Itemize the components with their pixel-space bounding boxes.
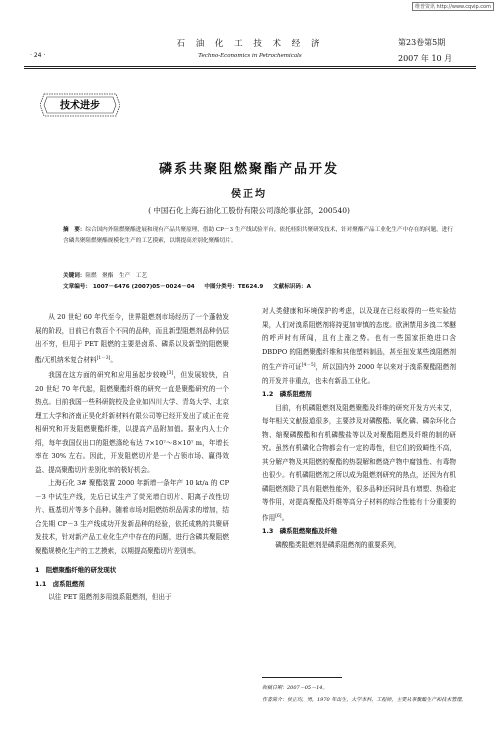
subsection-heading-1-3: 1.3 磷系阻燃聚酯及纤维 — [262, 527, 338, 536]
page-number: · 24 · — [30, 52, 46, 59]
paragraph: 我国在这方面的研究和应用虽起步较晚[3]，但发展较快，自 20 世纪 70 年代起，阻燃聚酯纤维的研究一直是聚酯研究的一个热点。目前我国一些科研院校及企业如四川大学、青岛大学、北京理工大学和济南正昊化纤新材料有限公司等已经开发出了或正在竞相研究和开发阻燃聚酯纤维，以提高产品附加值。据业内人士介绍，每年我国仅出口的阻燃涤纶布达 7×10⁷～8×10⁷ m，年增长率在 30% 左右。因此，开发阻燃切片是一个占领市场、赢得效益、提高聚酯切片差别化率的极好机会。 — [35, 371, 230, 474]
header-rule — [24, 66, 476, 67]
article-meta — [63, 271, 453, 293]
citation: [1－3] — [96, 355, 111, 361]
paragraph: 对人类健康和环境保护的考虑，以及现在已经取得的一些实验结果，人们对溴系阻燃剂将持更加审慎的态度。欧洲禁用多溴二苯醚的呼声时有所闻，且有上涨之势。也有一些国家拒绝进口含 DBDPO 的阻燃聚酯纤维和其他塑料制品，甚至扭发某些溴阻燃剂的生产许可证[4－5]，所以国内外 2000 年以来对于溴系聚酯阻燃剂的开发并非重点，也未有新品工业化。 — [262, 307, 456, 385]
citation: [4－5] — [301, 363, 316, 368]
watermark: 维普资讯 http://www.cqvip.com — [412, 2, 494, 11]
paragraph: 以往 PET 阻燃剂多用溴系阻燃剂，但出于 — [48, 593, 172, 602]
journal-volume: 第23卷第5期 — [398, 38, 446, 47]
journal-date: 2007 年 10 月 — [398, 54, 453, 63]
right-column — [262, 305, 456, 552]
footnote — [262, 682, 477, 706]
citation: [3] — [166, 371, 174, 377]
keywords-text: 阻燃 聚酯 生产 工艺 — [85, 273, 147, 279]
citation: [6] — [275, 513, 282, 519]
abstract — [63, 225, 453, 247]
keywords-label: 关键词： — [63, 273, 86, 279]
paragraph: 从 20 世纪 60 年代至今，世界阻燃剂市场经历了一个蓬勃发展的阶段，目前已有数百个不同的品种，而且新型阻燃剂品种仍层出不穷，但用于 PET 阻燃的主要是卤系、磷系以及新型的阻燃聚酯/无机纳米复合材料[1－3]。 — [35, 313, 229, 364]
author-bio: 作者简介：侯正均，男，1970 年出生，大学本科，工程师，主要从事聚酯生产和技术管理。 — [262, 697, 467, 703]
clc-number: 中图分类号：TE624.9 — [204, 284, 264, 290]
affiliation: ( 中国石化上海石油化工股份有限公司涤纶事业部，200540) — [148, 206, 350, 215]
journal-title-en: Techno-Economics in Petrochemicals — [198, 53, 302, 59]
left-column — [35, 311, 229, 605]
author: 侯正均 — [231, 189, 267, 200]
abstract-label: 摘 要： — [63, 227, 86, 233]
footnote-rule — [262, 677, 342, 678]
section-heading-1: 1 阻燃聚酯纤维的研发现状 — [35, 566, 117, 575]
document-code: 文献标识码：A — [273, 284, 311, 290]
abstract-text: 综合国内外阻燃聚酯进展和现有产品共聚原理，借助 CP－3 生产线试验平台，依托桂阳共聚研发技术，针对聚酯产品工业化生产中存在的问题，进行含磷共聚阻燃聚酯规模化生产的工艺摸索，以期提高差别化聚酯切片。 — [63, 227, 453, 244]
keywords — [63, 271, 453, 282]
doc-number: 文章编号： 1007－6476 (2007)05－0024－04 — [63, 284, 195, 290]
article-title: 磷系共聚阻燃聚酯产品开发 — [158, 162, 339, 177]
paragraph: 上海石化 3# 聚酯装置 2000 年新增一条年产 10 kt/a 的 CP－3 中试生产线，先后已试生产了荧光增白切片、阳离子改性切片、瓶基切片等多个品种。随着市场对阻燃纺织品需求的增加，结合先期 CP－3 生产线成功开发新品种的经验，依托成熟的共聚研发技术，针对新产品工业化生产中存在的问题，进行含磷共聚阻燃聚酯规模化生产的工艺摸索，以期提高聚酯切片差别率。 — [35, 479, 229, 555]
subsection-heading-1-1: 1.1 卤系阻燃剂 — [35, 579, 85, 588]
section-badge-label: 技术进步 — [60, 100, 100, 112]
header-rule-2 — [24, 68, 476, 69]
section-badge — [40, 92, 120, 118]
subsection-heading-1-2: 1.2 磷系阻燃剂 — [262, 390, 312, 399]
received-date: 收稿日期：2007－05－14。 — [262, 685, 328, 691]
journal-title-cn: 石 油 化 工 技 术 经 济 — [176, 39, 324, 49]
paragraph: 磷酸酯类阻燃剂是磷系阻燃剂的重要系列， — [275, 540, 401, 549]
paragraph: 目前，有机磷阻燃剂及阻燃聚酯及纤维的研究开发方兴未艾，每年相关文献报道很多，主要涉及对磷酸酯、氧化磷、磷杂环化合物、缩聚磷酸酯和有机磷酸盐等以及对聚酯阻燃及纤维的制的研究。虽然有机磷化合物都会有一定的毒性，但它们的致畸性不高，其分解产物及其阻燃的聚酯的热裂解和燃烧产物中腐蚀性、有毒物也很少。有机磷阻燃剂之所以成为阻燃剂研究的热点，还因为有机磷阻燃剂除了具有阻燃性能外，很多品种还同时具有增塑、热稳定等作用，对提高聚酯及纤维等高分子材料的综合性能有十分重要的作用[6]。 — [262, 403, 456, 522]
classification — [63, 282, 453, 293]
